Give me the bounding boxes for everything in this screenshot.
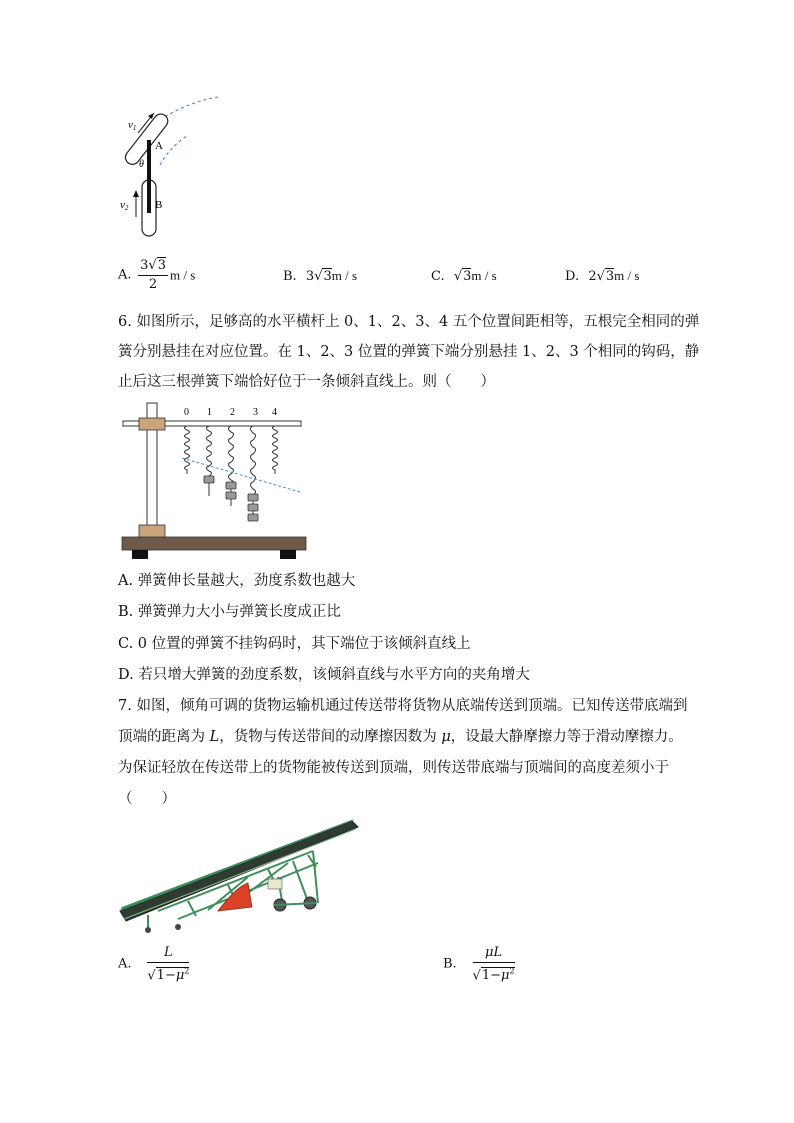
position-label-0: 0 (184, 407, 189, 418)
weight (226, 492, 236, 499)
spring-1 (207, 426, 212, 496)
weight (226, 482, 236, 489)
fraction: $\frac{3√3}{2}$ (140, 258, 166, 292)
weight (248, 514, 258, 521)
position-label-1: 1 (207, 407, 212, 418)
q5-option-b: B. 3√3m / s (283, 268, 358, 284)
weight (248, 504, 258, 511)
q7-option-b: B. $\frac{\mu L}{√1-\mu^2}$ (443, 945, 515, 984)
q5-option-d: D. 2√3m / s (565, 268, 640, 284)
weight (248, 494, 258, 501)
q6-text-line2: 簧分别悬挂在对应位置。在 1、2、3 位置的弹簧下端分别悬挂 1、2、3 个相同的钩码，静 (118, 344, 700, 360)
position-label-2: 2 (230, 407, 235, 418)
motor-box (268, 879, 282, 889)
q7-text-line4: （ ） (118, 791, 176, 807)
q6-option-b: B. 弹簧弹力大小与弹簧长度成正比 (118, 604, 341, 620)
weight (204, 476, 214, 483)
spring-4 (273, 426, 278, 474)
label-a: A (155, 140, 163, 152)
dashed-trajectory-upper (160, 97, 218, 120)
position-label-3: 3 (253, 407, 258, 418)
figure-rods-velocity (110, 95, 230, 245)
q7-text-line2: 顶端的距离为 L，货物与传送带间的动摩擦因数为 μ，设最大静摩擦力等于滑动摩擦力。 (118, 729, 683, 745)
fraction: $\frac{L}{√1-\mu^2}$ (147, 945, 190, 984)
q5-option-c: C. √3m / s (431, 268, 497, 284)
q5-option-a: A. $\frac{3√3}{2}$ m / s (118, 258, 196, 292)
label-b: B (155, 199, 163, 211)
position-label-4: 4 (272, 407, 277, 418)
q6-option-a: A. 弹簧伸长量越大，劲度系数也越大 (118, 573, 356, 589)
stand-base (122, 537, 306, 550)
fraction: $\frac{\mu L}{√1-\mu^2}$ (472, 945, 515, 984)
v2-label: v2 (120, 199, 129, 212)
q6-text-line1: 6. 如图所示，足够高的水平横杆上 0、1、2、3、4 五个位置间距相等，五根完全相同的弹 (118, 314, 700, 330)
q6-text-line3: 止后这三根弹簧下端恰好位于一条倾斜直线上。则（ ） (118, 374, 495, 390)
figure-conveyor-machine (118, 815, 363, 937)
v1-label: v1 (128, 119, 137, 132)
spring-0 (185, 426, 190, 474)
v1-arrowhead (148, 113, 154, 119)
q7-option-a: A. $\frac{L}{√1-\mu^2}$ (118, 945, 190, 984)
q7-text-line1: 7. 如图，倾角可调的货物运输机通过传送带将货物从底端传送到顶端。已知传送带底端到 (118, 698, 688, 714)
figure-springs-stand (118, 400, 313, 562)
label-theta: θ (139, 159, 144, 170)
v2-arrowhead (133, 190, 139, 197)
dashed-trajectory-lower (160, 135, 188, 165)
q7-text-line3: 为保证轻放在传送带上的货物能被传送到顶端，则传送带底端与顶端间的高度差须小于 (118, 760, 669, 776)
q6-option-c: C. 0 位置的弹簧不挂钩码时，其下端位于该倾斜直线上 (118, 636, 471, 652)
tilted-dashed-line (182, 458, 300, 492)
q6-option-d: D. 若只增大弹簧的劲度系数，该倾斜直线与水平方向的夹角增大 (118, 667, 530, 683)
